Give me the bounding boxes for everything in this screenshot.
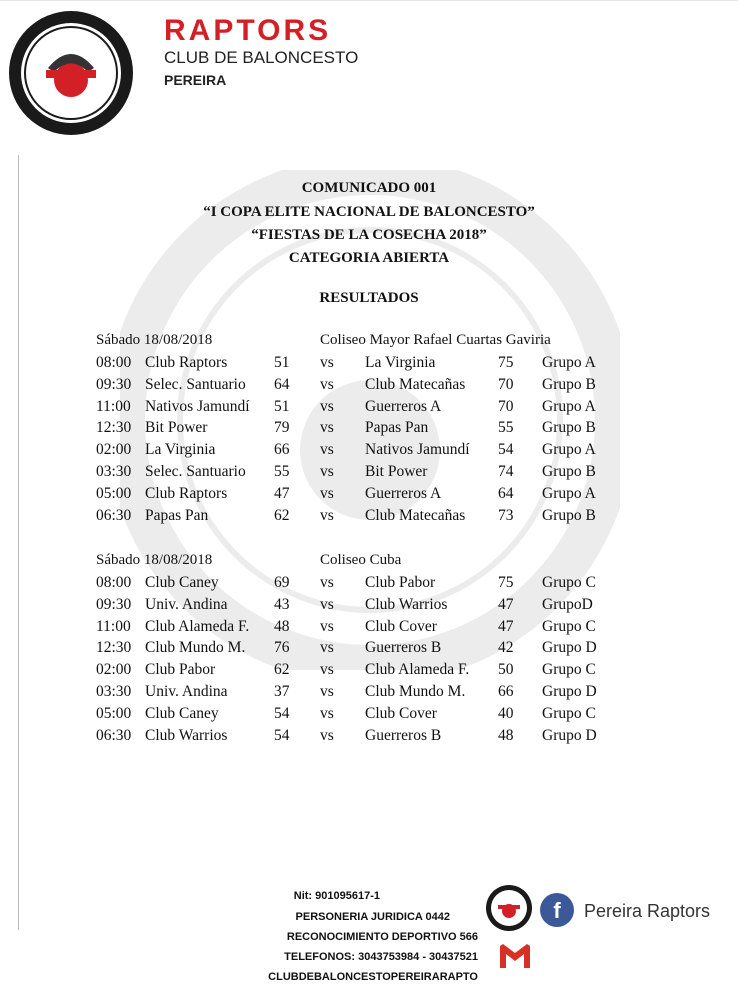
section-date: Sábado 18/08/2018 — [96, 332, 213, 348]
vs-label: vs — [320, 354, 334, 371]
away-score: 50 — [498, 661, 514, 679]
home-team: Nativos Jamundí — [145, 397, 250, 415]
match-time: 09:30 — [96, 595, 132, 613]
match-time: 11:00 — [96, 397, 131, 415]
home-team: Club Raptors — [145, 354, 228, 371]
away-score: 40 — [498, 704, 514, 722]
home-team: Club Alameda F. — [145, 617, 250, 635]
home-team: Bit Power — [145, 419, 208, 437]
match-row — [0, 354, 738, 376]
match-group: GrupoD — [542, 595, 593, 613]
away-score: 74 — [498, 463, 514, 480]
away-score: 47 — [498, 617, 514, 635]
match-group: Grupo C — [542, 617, 596, 635]
away-team: Club Mundo M. — [365, 683, 466, 700]
match-group: Grupo A — [542, 441, 596, 459]
home-score: 47 — [274, 484, 290, 502]
home-team: Papas Pan — [145, 506, 209, 524]
away-team: La Virginia — [365, 354, 436, 371]
match-time: 03:30 — [96, 683, 132, 700]
away-score: 42 — [498, 639, 514, 657]
brand-city: PEREIRA — [164, 72, 227, 88]
match-group: Grupo C — [542, 574, 596, 591]
match-row — [0, 705, 738, 727]
match-row — [0, 441, 738, 463]
club-logo — [8, 10, 134, 136]
away-team: Guerreros A — [365, 397, 442, 415]
match-group: Grupo D — [542, 726, 597, 744]
match-row — [0, 618, 738, 640]
away-score: 70 — [498, 375, 514, 393]
match-time: 06:30 — [96, 726, 132, 744]
category: CATEGORIA ABIERTA — [288, 250, 450, 266]
home-score: 79 — [274, 419, 290, 437]
match-group: Grupo A — [542, 354, 596, 371]
vs-label: vs — [320, 397, 334, 415]
match-row — [0, 507, 738, 529]
away-score: 54 — [498, 441, 514, 459]
home-team: Selec. Santuario — [145, 463, 246, 480]
vs-label: vs — [320, 595, 334, 613]
away-team: Club Cover — [365, 704, 437, 722]
footer-email[interactable]: CLUBDEBALONCESTOPEREIRARAPTO — [268, 971, 478, 983]
home-team: Club Warrios — [145, 726, 228, 744]
vs-label: vs — [320, 506, 334, 524]
away-team: Guerreros B — [365, 726, 442, 744]
home-score: 51 — [274, 354, 290, 371]
away-score: 75 — [498, 354, 514, 371]
communique-number: COMUNICADO 001 — [301, 180, 437, 196]
home-score: 43 — [274, 595, 290, 613]
home-score: 37 — [274, 683, 290, 700]
section-venue: Coliseo Cuba — [320, 552, 402, 568]
match-time: 05:00 — [96, 704, 132, 722]
vs-label: vs — [320, 441, 334, 459]
home-score: 48 — [274, 617, 290, 635]
footer-reconocimiento: RECONOCIMIENTO DEPORTIVO 566 — [286, 931, 478, 943]
home-score: 64 — [274, 375, 290, 393]
home-score: 76 — [274, 639, 290, 657]
section-venue: Coliseo Mayor Rafael Cuartas Gaviria — [320, 332, 551, 348]
footer-telefonos: TELEFONOS: 3043753984 - 30437521 — [284, 951, 478, 963]
away-team: Guerreros B — [365, 639, 442, 657]
match-time: 05:00 — [96, 484, 132, 502]
away-team: Nativos Jamundí — [365, 441, 470, 459]
away-team: Bit Power — [365, 463, 428, 480]
home-team: Selec. Santuario — [145, 375, 246, 393]
gmail-icon[interactable] — [498, 942, 532, 970]
brand-subtitle: CLUB DE BALONCESTO — [164, 48, 359, 67]
home-team: La Virginia — [145, 441, 216, 459]
match-group: Grupo D — [542, 683, 597, 700]
match-group: Grupo B — [542, 375, 596, 393]
match-row — [0, 463, 738, 485]
match-row — [0, 727, 738, 749]
home-team: Club Pabor — [145, 661, 216, 679]
section-date: Sábado 18/08/2018 — [96, 552, 213, 568]
home-team: Univ. Andina — [145, 595, 228, 613]
away-team: Guerreros A — [365, 484, 442, 502]
away-score: 66 — [498, 683, 514, 700]
match-row — [0, 574, 738, 596]
vs-label: vs — [320, 484, 334, 502]
home-score: 66 — [274, 441, 290, 459]
home-score: 62 — [274, 661, 290, 679]
facebook-icon[interactable]: f — [540, 893, 574, 927]
footer-club-logo — [485, 884, 533, 932]
home-team: Club Raptors — [145, 484, 228, 502]
match-group: Grupo B — [542, 506, 596, 524]
away-score: 75 — [498, 574, 514, 591]
match-row — [0, 485, 738, 507]
match-time: 06:30 — [96, 506, 132, 524]
match-group: Grupo B — [542, 419, 596, 437]
results-heading: RESULTADOS — [319, 290, 419, 306]
away-team: Papas Pan — [365, 419, 429, 437]
home-team: Univ. Andina — [145, 683, 228, 700]
match-group: Grupo A — [542, 484, 596, 502]
match-time: 03:30 — [96, 463, 132, 480]
left-margin-line — [18, 155, 19, 930]
top-divider — [0, 0, 738, 1]
away-score: 48 — [498, 726, 514, 744]
match-row — [0, 639, 738, 661]
footer-personeria: PERSONERIA JURIDICA 0442 — [295, 911, 450, 923]
vs-label: vs — [320, 683, 334, 700]
match-time: 09:30 — [96, 375, 132, 393]
home-team: Club Caney — [145, 574, 219, 591]
away-team: Club Warrios — [365, 595, 448, 613]
vs-label: vs — [320, 704, 334, 722]
vs-label: vs — [320, 419, 334, 437]
vs-label: vs — [320, 463, 334, 480]
match-time: 08:00 — [96, 574, 132, 591]
away-score: 64 — [498, 484, 514, 502]
away-score: 70 — [498, 397, 514, 415]
match-group: Grupo D — [542, 639, 597, 657]
vs-label: vs — [320, 726, 334, 744]
facebook-label[interactable]: Pereira Raptors — [584, 901, 711, 921]
match-time: 02:00 — [96, 661, 132, 679]
away-team: Club Matecañas — [365, 506, 466, 524]
match-row — [0, 376, 738, 398]
vs-label: vs — [320, 375, 334, 393]
home-score: 55 — [274, 463, 290, 480]
match-row — [0, 683, 738, 705]
footer-nit: Nit: 901095617-1 — [293, 890, 380, 902]
match-time: 12:30 — [96, 639, 132, 657]
home-score: 62 — [274, 506, 290, 524]
home-score: 54 — [274, 726, 290, 744]
match-row — [0, 596, 738, 618]
away-team: Club Alameda F. — [365, 661, 470, 679]
match-group: Grupo C — [542, 661, 596, 679]
away-team: Club Cover — [365, 617, 437, 635]
vs-label: vs — [320, 574, 334, 591]
tournament-name: “I COPA ELITE NACIONAL DE BALONCESTO” — [203, 204, 535, 220]
match-time: 08:00 — [96, 354, 132, 371]
vs-label: vs — [320, 617, 334, 635]
away-score: 47 — [498, 595, 514, 613]
home-team: Club Caney — [145, 704, 219, 722]
away-score: 73 — [498, 506, 514, 524]
home-score: 69 — [274, 574, 290, 591]
match-group: Grupo B — [542, 463, 596, 480]
match-group: Grupo C — [542, 704, 596, 722]
match-row — [0, 398, 738, 420]
away-team: Club Pabor — [365, 574, 436, 591]
match-time: 11:00 — [96, 617, 131, 635]
match-row — [0, 661, 738, 683]
home-score: 54 — [274, 704, 290, 722]
match-time: 12:30 — [96, 419, 132, 437]
home-team: Club Mundo M. — [145, 639, 246, 657]
brand-title: RAPTORS — [164, 14, 332, 47]
away-score: 55 — [498, 419, 514, 437]
match-row — [0, 419, 738, 441]
match-group: Grupo A — [542, 397, 596, 415]
home-score: 51 — [274, 397, 290, 415]
tournament-subtitle: “FIESTAS DE LA COSECHA 2018” — [251, 227, 487, 243]
vs-label: vs — [320, 661, 334, 679]
vs-label: vs — [320, 639, 334, 657]
away-team: Club Matecañas — [365, 375, 466, 393]
match-time: 02:00 — [96, 441, 132, 459]
